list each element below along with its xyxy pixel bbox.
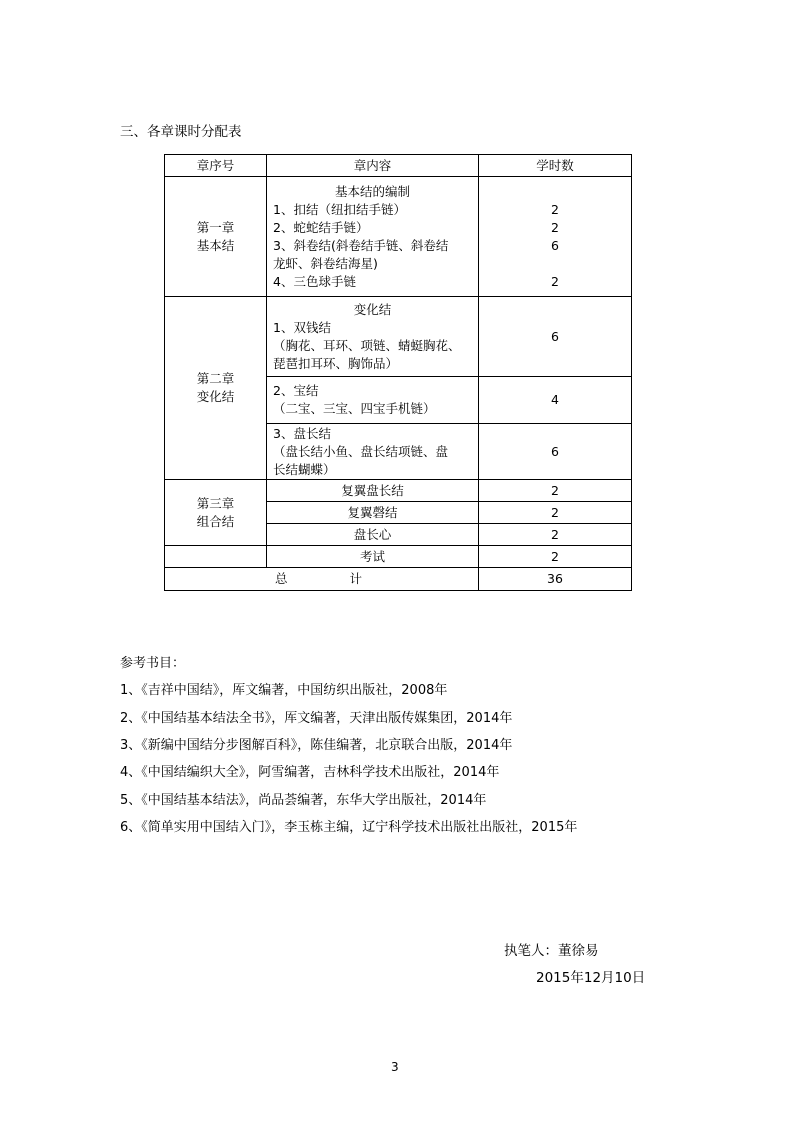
chapter-3-row-3: 盘长心 [267,524,479,546]
chapter-3-row-1: 复翼盘长结 [267,480,479,502]
date: 2015年12月10日 [536,970,646,986]
chapter-3-row-2-hours: 2 [479,502,632,524]
chapter-1-name: 第一章 基本结 [165,177,267,297]
hours-table [164,154,632,591]
reference-item: 6、《简单实用中国结入门》，李玉栋主编，辽宁科学技术出版社出版社，2015年 [120,820,578,835]
chapter-2-row-3: 3、盘长结 （盘长结小鱼、盘长结项链、盘 长结蝴蝶） [267,424,479,480]
chapter-1-content: 基本结的编制 1、扣结（纽扣结手链） 2、蛇蛇结手链） 3、斜卷结(斜卷结手链、斜卷结 龙虾、斜卷结海星) 4、三色球手链 [267,177,479,297]
reference-item: 5、《中国结基本结法》，尚品荟编著，东华大学出版社，2014年 [120,793,487,808]
chapter-2-row-1-hours: 6 [479,297,632,377]
exam-content: 考试 [267,546,479,568]
section-title: 三、各章课时分配表 [120,124,242,140]
total-label: 总 计 [165,568,479,591]
exam-empty-cell [165,546,267,568]
header-chapter: 章序号 [165,155,267,177]
references-title: 参考书目： [120,656,186,671]
chapter-3-row-1-hours: 2 [479,480,632,502]
author: 执笔人：董徐易 [504,943,599,959]
chapter-2-row-3-hours: 6 [479,424,632,480]
page-number: 3 [391,1060,399,1074]
table-row [165,297,632,377]
chapter-3-row-2: 复翼磬结 [267,502,479,524]
chapter-2-name: 第二章 变化结 [165,297,267,480]
table-header-row [165,155,632,177]
chapter-2-row-2: 2、宝结 （二宝、三宝、四宝手机链） [267,377,479,424]
total-hours: 36 [479,568,632,591]
table-row [165,177,632,297]
exam-hours: 2 [479,546,632,568]
reference-item: 1、《吉祥中国结》，厍文编著，中国纺织出版社，2008年 [120,683,448,698]
table-row [165,546,632,568]
table-total-row [165,568,632,591]
chapter-3-row-3-hours: 2 [479,524,632,546]
table-row [165,480,632,502]
chapter-2-row-1: 变化结 1、双钱结 （胸花、耳环、项链、蜻蜓胸花、 琵琶扣耳环、胸饰品） [267,297,479,377]
chapter-2-row-2-hours: 4 [479,377,632,424]
reference-item: 4、《中国结编织大全》，阿雪编著，吉林科学技术出版社，2014年 [120,765,500,780]
chapter-1-hours: 2 2 6 2 [479,177,632,297]
header-hours: 学时数 [479,155,632,177]
chapter-3-name: 第三章 组合结 [165,480,267,546]
reference-item: 2、《中国结基本结法全书》，厍文编著，天津出版传媒集团，2014年 [120,711,513,726]
header-content: 章内容 [267,155,479,177]
reference-item: 3、《新编中国结分步图解百科》，陈佳编著，北京联合出版，2014年 [120,738,513,753]
